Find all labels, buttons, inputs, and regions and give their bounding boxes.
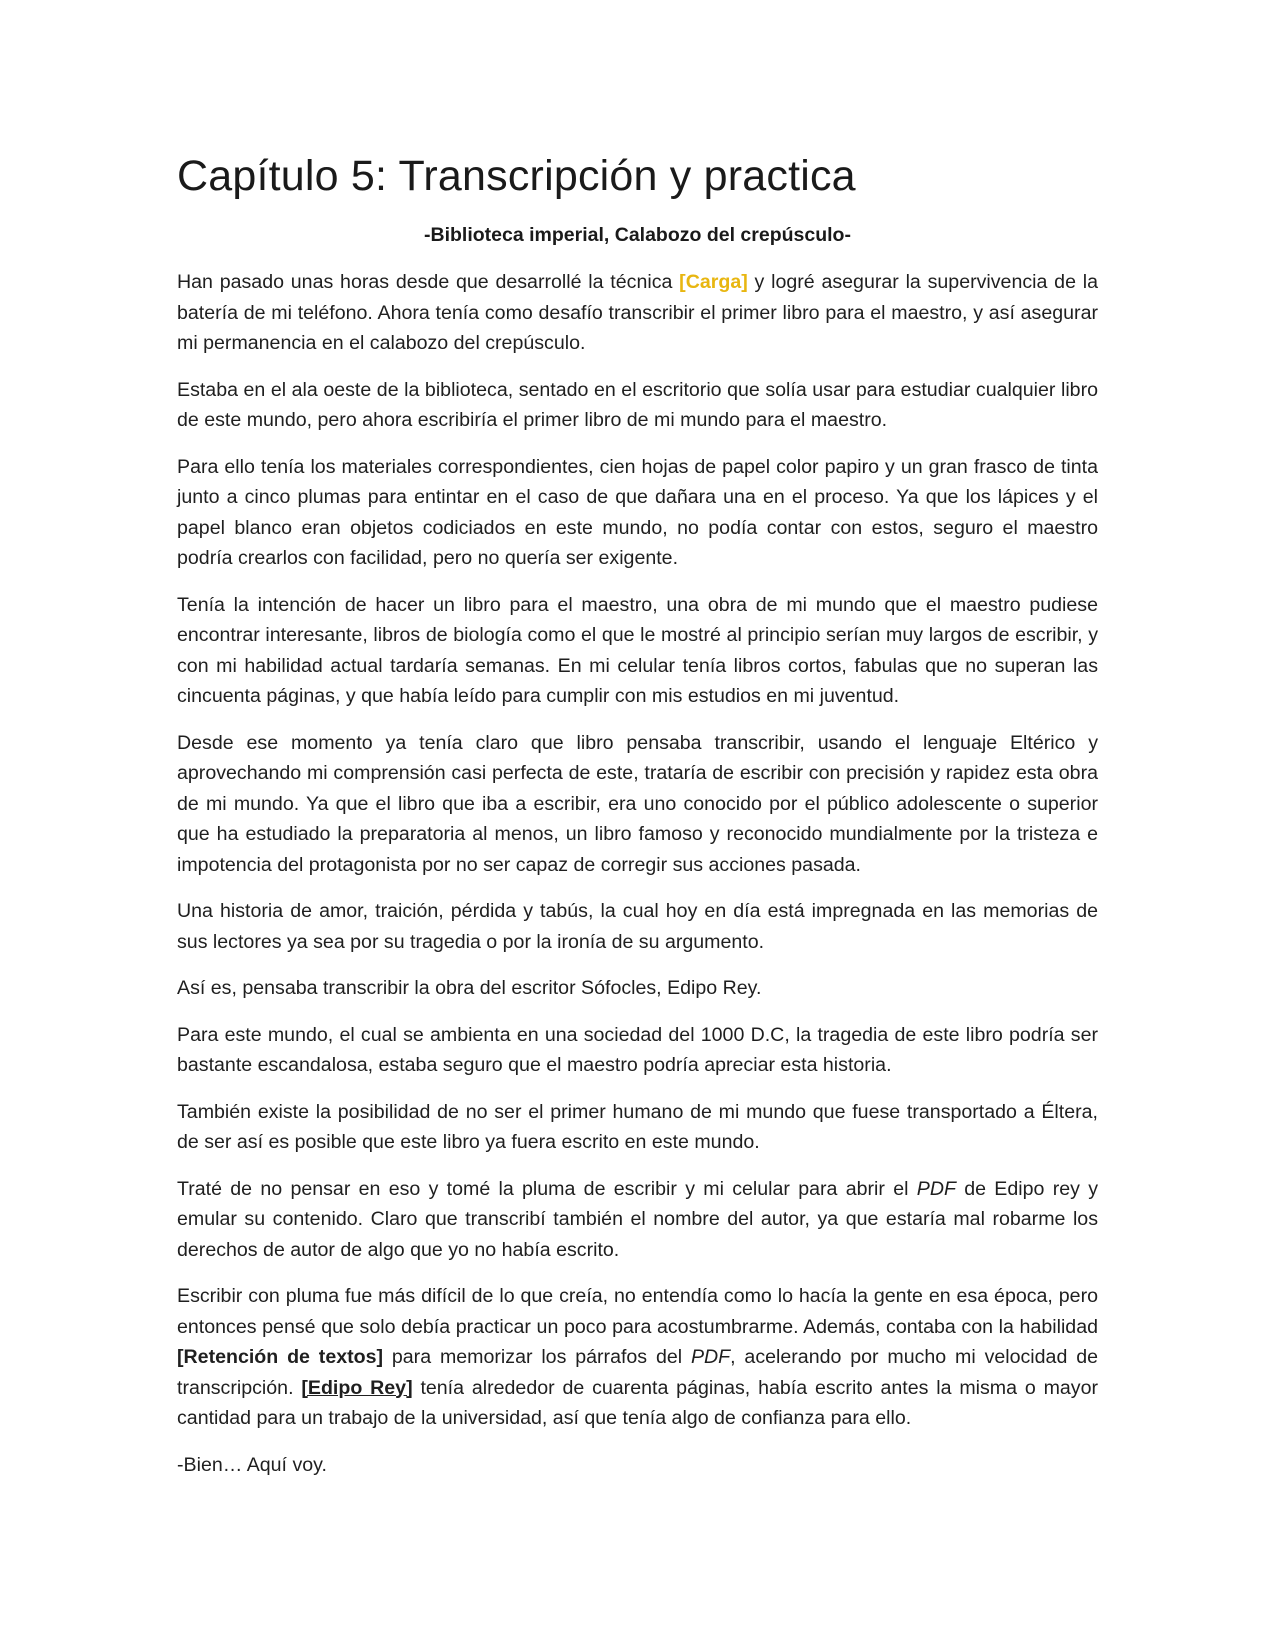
paragraph-text: tenía alrededor de cuarenta páginas, había escrito antes la misma o mayor cantidad para un trabajo de la universidad, así que tenía algo de confianza para ello. <box>177 1376 1099 1429</box>
paragraph-text: y logré asegurar la supervivencia de la batería de mi teléfono. Ahora tenía como desafío transcribir el primer libro para el maestro, y así asegurar mi permanencia en el calabozo del crepúsculo. <box>177 271 1098 354</box>
paragraph-3: Para ello tenía los materiales correspondientes, cien hojas de papel color papiro y un gran frasco de tinta junto a cinco plumas para entintar en el caso de que dañara una en el proceso. Ya que los lápices y el papel blanco eran objetos codiciados en este mundo, no podía contar con estos, seguro el maestro podría crearlos con facilidad, pero no quería ser exigente. <box>177 455 1098 569</box>
paragraph-12: -Bien… Aquí voy. <box>177 1453 327 1476</box>
paragraph-2: Estaba en el ala oeste de la biblioteca, sentado en el escritorio que solía usar para estudiar cualquier libro de este mundo, pero ahora escribiría el primer libro de mi mundo para el maestro. <box>177 378 1098 431</box>
paragraph-5: Desde ese momento ya tenía claro que libro pensaba transcribir, usando el lenguaje Eltérico y aprovechando mi comprensión casi perfecta de este, trataría de escribir con precisión y rapidez esta obra de mi mundo. Ya que el libro que iba a escribir, era uno conocido por el público adolescente o superior que ha estudiado la preparatoria al menos, un libro famoso y reconocido mundialmente por la tristeza e impotencia del protagonista por no ser capaz de corregir sus acciones pasada. <box>177 731 1098 876</box>
pdf-emphasis: PDF <box>916 1177 956 1200</box>
document-page <box>177 146 1098 1480</box>
paragraph-9: También existe la posibilidad de no ser el primer humano de mi mundo que fuese transportado a Éltera, de ser así es posible que este libro ya fuera escrito en este mundo. <box>177 1100 1098 1153</box>
paragraph-10 <box>177 1174 1098 1266</box>
skill-edipo-rey: [Edipo Rey] <box>301 1376 413 1399</box>
paragraph-1 <box>177 267 1098 359</box>
location-subtitle: -Biblioteca imperial, Calabozo del crepúsculo- <box>424 224 851 246</box>
skill-retencion-de-textos: [Retención de textos] <box>177 1346 384 1368</box>
paragraph-6: Una historia de amor, traición, pérdida y tabús, la cual hoy en día está impregnada en las memorias de sus lectores ya sea por su tragedia o por la ironía de su argumento. <box>177 900 1098 953</box>
pdf-emphasis: PDF <box>690 1346 731 1368</box>
paragraph-11 <box>177 1281 1098 1434</box>
chapter-title: Capítulo 5: Transcripción y practica <box>177 152 856 200</box>
paragraph-text: de Edipo rey y emular su contenido. Claro que transcribí también el nombre del autor, ya que estaría mal robarme los derechos de autor de algo que yo no había escrito. <box>177 1177 1098 1261</box>
paragraph-text: para memorizar los párrafos del <box>383 1346 691 1368</box>
paragraph-7: Así es, pensaba transcribir la obra del escritor Sófocles, Edipo Rey. <box>177 977 762 999</box>
paragraph-text: Han pasado unas horas desde que desarrollé la técnica <box>177 271 680 293</box>
paragraph-8: Para este mundo, el cual se ambienta en una sociedad del 1000 D.C, la tragedia de este libro podría ser bastante escandalosa, estaba seguro que el maestro podría apreciar esta historia. <box>177 1023 1098 1076</box>
paragraph-4: Tenía la intención de hacer un libro para el maestro, una obra de mi mundo que el maestro pudiese encontrar interesante, libros de biología como el que le mostré al principio serían muy largos de escribir, y con mi habilidad actual tardaría semanas. En mi celular tenía libros cortos, fabulas que no superan las cincuenta páginas, y que había leído para cumplir con mis estudios en mi juventud. <box>177 593 1098 707</box>
skill-carga: [Carga] <box>679 271 748 293</box>
paragraph-text: Escribir con pluma fue más difícil de lo que creía, no entendía como lo hacía la gente en esa época, pero entonces pensé que solo debía practicar un poco para acostumbrarme. Además, contaba con la habilidad <box>177 1285 1098 1338</box>
paragraph-text: , acelerando por mucho mi velocidad de transcripción. <box>177 1346 1098 1399</box>
paragraph-text: Traté de no pensar en eso y tomé la pluma de escribir y mi celular para abrir el <box>177 1177 917 1200</box>
